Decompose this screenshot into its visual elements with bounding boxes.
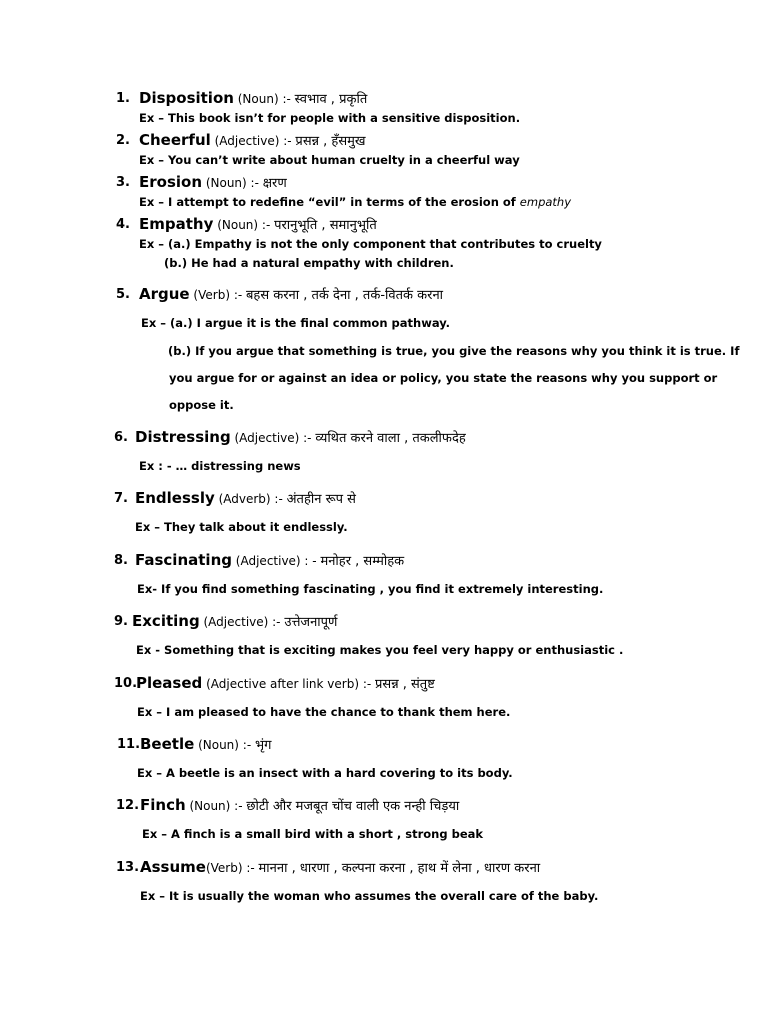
- hindi-meaning: छोटी और मजबूत चोंच वाली एक नन्ही चिड़या: [246, 799, 460, 814]
- entry-heading: [140, 797, 459, 813]
- example-sentence: Ex – You can’t write about human cruelty in a cheerful way: [139, 153, 520, 167]
- vocab-word: Beetle: [140, 735, 195, 753]
- entry-number: 1.: [116, 91, 130, 106]
- hindi-meaning: मानना , धारणा , कल्पना करना , हाथ में लेना , धारण करना: [258, 861, 541, 876]
- vocab-word: Assume: [140, 858, 206, 876]
- entry-number: 7.: [114, 491, 128, 506]
- example-sentence: Ex- If you find something fascinating , you find it extremely interesting.: [137, 582, 604, 596]
- entry-number: 13.: [116, 860, 140, 875]
- part-of-speech: (Verb) :-: [205, 861, 259, 875]
- hindi-meaning: भृंग: [254, 738, 272, 753]
- part-of-speech: (Noun) :-: [202, 176, 263, 190]
- entry-heading: [139, 90, 367, 106]
- entry-heading: [140, 859, 540, 875]
- entry-number: 4.: [116, 217, 130, 232]
- entry-heading: [139, 132, 366, 148]
- entry-heading: [135, 429, 466, 445]
- entry-number: 6.: [114, 430, 128, 445]
- hindi-meaning: प्रसन्न , संतुष्ट: [375, 677, 435, 692]
- example-sentence: Ex – They talk about it endlessly.: [135, 520, 348, 534]
- example-sentence: Ex - Something that is exciting makes you feel very happy or enthusiastic .: [136, 643, 624, 657]
- hindi-meaning: उत्तेजनापूर्ण: [284, 615, 338, 630]
- entry-number: 11.: [117, 737, 141, 752]
- vocab-word: Finch: [140, 796, 186, 814]
- part-of-speech: (Noun) :-: [194, 738, 255, 752]
- part-of-speech: (Noun) :-: [185, 799, 247, 813]
- entry-heading: [139, 174, 287, 190]
- entry-number: 8.: [114, 553, 128, 568]
- hindi-meaning: व्यथित करने वाला , तकलीफदेह: [315, 431, 466, 446]
- vocab-word: Empathy: [139, 215, 214, 233]
- hindi-meaning: परानुभूति , समानुभूति: [274, 218, 377, 233]
- part-of-speech: (Adverb) :-: [214, 492, 287, 506]
- part-of-speech: (Adjective) : -: [231, 554, 321, 568]
- entry-heading: [140, 736, 271, 752]
- entry-heading: [135, 552, 404, 568]
- entry-number: 9.: [114, 614, 128, 629]
- hindi-meaning: स्वभाव , प्रकृति: [294, 92, 368, 107]
- part-of-speech: (Adjective) :-: [210, 134, 296, 148]
- part-of-speech: (Adjective) :-: [230, 431, 316, 445]
- vocab-word: Pleased: [136, 674, 203, 692]
- vocab-word: Exciting: [132, 612, 200, 630]
- entry-heading: [139, 286, 443, 302]
- vocab-word: Disposition: [139, 89, 234, 107]
- entry-number: 3.: [116, 175, 130, 190]
- hindi-meaning: क्षरण: [262, 176, 287, 191]
- example-sentence: Ex – This book isn’t for people with a sensitive disposition.: [139, 111, 521, 125]
- part-of-speech: (Verb) :-: [189, 288, 246, 302]
- example-sentence: [139, 197, 571, 209]
- example-sentence: oppose it.: [169, 398, 234, 412]
- hindi-meaning: मनोहर , सम्मोहक: [320, 554, 405, 569]
- example-sentence: (b.) If you argue that something is true, you give the reasons why you think it is true. If: [168, 344, 740, 358]
- example-sentence: you argue for or against an idea or policy, you state the reasons why you support or: [169, 371, 718, 385]
- entry-number: 10.: [114, 676, 138, 691]
- entry-number: 2.: [116, 133, 130, 148]
- vocab-word: Cheerful: [139, 131, 211, 149]
- part-of-speech: (Adjective) :-: [199, 615, 285, 629]
- part-of-speech: (Adjective after link verb) :-: [202, 677, 376, 691]
- example-sentence: Ex – (a.) Empathy is not the only component that contributes to cruelty: [139, 237, 602, 251]
- vocab-word: Fascinating: [135, 551, 232, 569]
- hindi-meaning: अंतहीन रूप से: [286, 492, 356, 507]
- example-text: Ex – I attempt to redefine “evil” in terms of the erosion of: [139, 195, 520, 209]
- example-sentence: Ex – A finch is a small bird with a short , strong beak: [142, 827, 484, 841]
- part-of-speech: (Noun) :-: [233, 92, 295, 106]
- example-italic-word: empathy: [519, 195, 572, 209]
- example-sentence: Ex – A beetle is an insect with a hard covering to its body.: [137, 766, 513, 780]
- entry-heading: [139, 216, 377, 232]
- vocab-word: Distressing: [135, 428, 231, 446]
- hindi-meaning: प्रसन्न , हँसमुख: [295, 134, 366, 149]
- vocab-word: Argue: [139, 285, 190, 303]
- entry-number: 12.: [116, 798, 140, 813]
- vocab-word: Endlessly: [135, 489, 215, 507]
- entry-heading: [132, 613, 337, 629]
- example-sentence: Ex – I am pleased to have the chance to thank them here.: [137, 705, 511, 719]
- example-sentence: Ex – (a.) I argue it is the final common pathway.: [141, 316, 451, 330]
- entry-heading: [135, 490, 356, 506]
- example-sentence: Ex – It is usually the woman who assumes the overall care of the baby.: [140, 889, 599, 903]
- part-of-speech: (Noun) :-: [213, 218, 275, 232]
- example-sentence: Ex : - … distressing news: [139, 459, 301, 473]
- hindi-meaning: बहस करना , तर्क देना , तर्क-वितर्क करना: [246, 288, 444, 303]
- entry-heading: [136, 675, 435, 691]
- entry-number: 5.: [116, 287, 130, 302]
- vocab-word: Erosion: [139, 173, 203, 191]
- example-sentence: (b.) He had a natural empathy with children.: [164, 256, 454, 270]
